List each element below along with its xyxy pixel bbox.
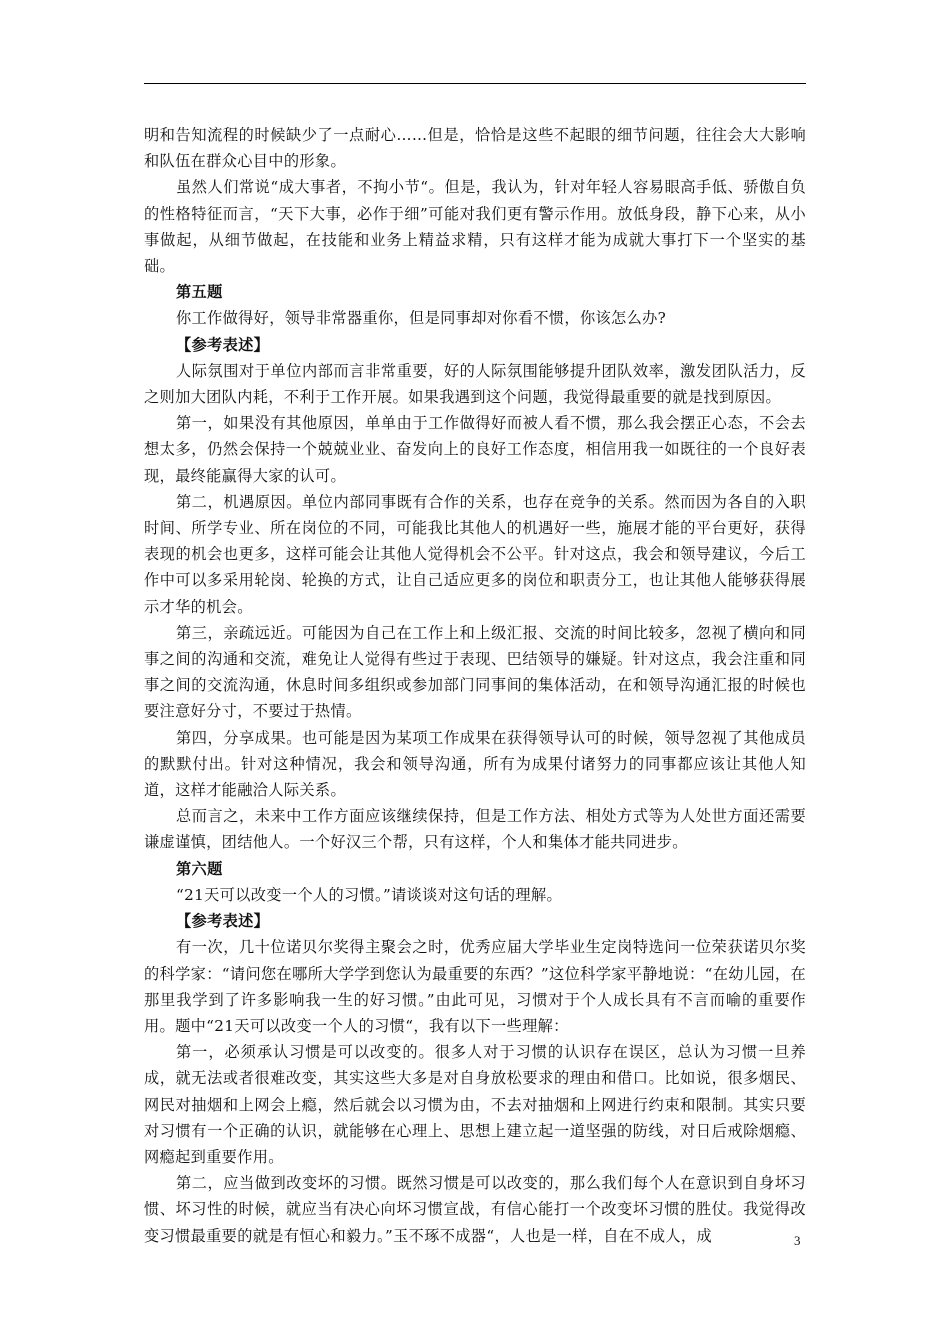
question-text: “21天可以改变一个人的习惯。”请谈谈对这句话的理解。 [176,885,563,904]
paragraph: 人际氛围对于单位内部而言非常重要，好的人际氛围能够提升团队效率，激发团队活力，反之则加大团队内耗，不利于工作开展。如果我遇到这个问题，我觉得最重要的就是找到原因。 [144,361,806,407]
paragraph: 第三，亲疏远近。可能因为自己在工作上和上级汇报、交流的时间比较多，忽视了横向和同事之间的沟通和交流，难免让人觉得有些过于表现、巴结领导的嫌疑。针对这点，我会注重和同事之间的交流沟通，休息时间多组织或参加部门同事间的集体活动，在和领导沟通汇报的时候也要注意好分寸，不要过于热情。 [144,623,806,721]
paragraph: 虽然人们常说“成大事者，不拘小节“。但是，我认为，针对年轻人容易眼高手低、骄傲自负的性格特征而言，“天下大事，必作于细”可能对我们更有警示作用。放低身段，静下心来，从小事做起，从细节做起，在技能和业务上精益求精，只有这样才能为成就大事打下一个坚实的基础。 [144,178,806,276]
paragraph: 第一，如果没有其他原因，单单由于工作做得好而被人看不惯，那么我会摆正心态，不会去想太多，仍然会保持一个兢兢业业、奋发向上的良好工作态度，相信用我一如既往的一个良好表现，最终能赢得大家的认可。 [144,414,806,485]
paragraph: 有一次，几十位诺贝尔奖得主聚会之时，优秀应届大学毕业生定岗特选问一位荣获诺贝尔奖的科学家：“请问您在哪所大学学到您认为最重要的东西？”这位科学家平静地说：“在幼儿园，在那里我学到了许多影响我一生的好习惯。”由此可见，习惯对于个人成长具有不言而喻的重要作用。题中“21天可以改变一个人的习惯“，我有以下一些理解： [144,938,806,1035]
paragraph: 第二，机遇原因。单位内部同事既有合作的关系，也存在竞争的关系。然而因为各自的入职时间、所学专业、所在岗位的不同，可能我比其他人的机遇好一些，施展才能的平台更好，获得表现的机会也更多，这样可能会让其他人觉得机会不公平。针对这点，我会和领导建议，今后工作中可以多采用轮岗、轮换的方式，让自己适应更多的岗位和职责分工，也让其他人能够获得展示才华的机会。 [144,492,806,616]
paragraph: 总而言之，未来中工作方面应该继续保持，但是工作方法、相处方式等为人处世方面还需要谦虚谨慎，团结他人。一个好汉三个帮，只有这样，个人和集体才能共同进步。 [144,807,806,852]
paragraph: 第二，应当做到改变坏的习惯。既然习惯是可以改变的，那么我们每个人在意识到自身坏习惯、坏习性的时候，就应当有决心向坏习惯宣战，有信心能打一个改变坏习惯的胜仗。我觉得改变习惯最重要的就是有恒心和毅力。”玉不琢不成器“，人也是一样，自在不成人，成 [144,1174,806,1245]
document-body [144,122,806,1249]
paragraph: 第四，分享成果。也可能是因为某项工作成果在获得领导认可的时候，领导忽视了其他成员的默默付出。针对这种情况，我会和领导沟通，所有为成果付诸努力的同事都应该让其他人知道，这样才能融洽人际关系。 [144,728,806,800]
question-text: 你工作做得好，领导非常器重你，但是同事却对你看不惯，你该怎么办? [176,309,667,328]
section-heading-q5: 第五题 [176,283,223,302]
reference-answer-heading: 【参考表述】 [176,912,270,931]
page-number: 3 [794,1233,801,1248]
section-heading-q6: 第六题 [176,859,223,878]
paragraph: 第一，必须承认习惯是可以改变的。很多人对于习惯的认识存在误区，总认为习惯一旦养成，就无法或者很难改变，其实这些大多是对自身放松要求的理由和借口。比如说，很多烟民、网民对抽烟和上网会上瘾，然后就会以习惯为由，不去对抽烟和上网进行约束和限制。其实只要对习惯有一个正确的认识，就能够在心理上、思想上建立起一道坚强的防线，对日后戒除烟瘾、网瘾起到重要作用。 [144,1043,806,1166]
header-rule [144,83,806,84]
paragraph: 明和告知流程的时候缺少了一点耐心……但是，恰恰是这些不起眼的细节问题，往往会大大影响和队伍在群众心目中的形象。 [144,126,806,171]
reference-answer-heading: 【参考表述】 [176,335,270,354]
